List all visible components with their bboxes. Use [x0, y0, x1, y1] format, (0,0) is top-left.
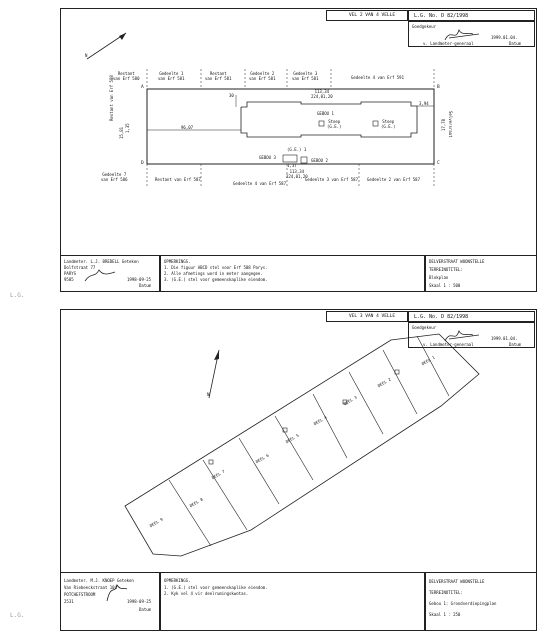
- sheet-floor-plan: [60, 309, 537, 631]
- erf-label-ged4-587: Gedeelte 4 van Erf 587: [233, 181, 286, 186]
- dim-left-2: 1,35: [125, 123, 130, 133]
- section-label: DEEL 3: [342, 394, 358, 407]
- margin-mark-bottom: L.G.: [10, 612, 25, 619]
- surveyor-block: [61, 572, 160, 630]
- plan-type: Gebou 1: Grondverdiepingplan: [429, 601, 497, 606]
- surveyor-name: Landmeter. M.J. KNOEP Geteken: [64, 578, 134, 583]
- title-block: [425, 255, 536, 291]
- margin-mark-top: L.G.: [10, 292, 25, 299]
- label-gebou2: GEBOU 2: [311, 158, 328, 163]
- plan-number: L.G. No. D 82/1998: [414, 314, 469, 320]
- remark-item: 1. (G.E.) stel voor gemeenskaplike eiendom.: [164, 585, 268, 590]
- approval-label: Goedgekeur: [412, 325, 437, 330]
- label-gebou1: GEBOU 1: [317, 111, 334, 116]
- scheme-name: DELVERSTRAAT WOONSTELLE: [429, 259, 485, 264]
- plan-number: L.G. No. D 82/1998: [414, 13, 469, 19]
- section-label: DEEL 5: [284, 432, 300, 445]
- titel-label: TERREINOTITEL:: [429, 590, 463, 595]
- remarks-block: [160, 572, 425, 630]
- sheet-block-plan: [60, 8, 537, 292]
- erf-label-ged3-587: Gedeelte 3 van Erf 587: [305, 177, 358, 182]
- surveyor-address-3: 2531: [64, 599, 74, 604]
- dim-top: 113,34 224,01,20: [311, 89, 333, 99]
- surveyor-address-1: Dolfstraat 77: [64, 265, 96, 270]
- corner-a: A: [141, 85, 144, 90]
- approval-label: Goedgekeur: [412, 24, 437, 29]
- remarks-title: OPMERKINGS.: [164, 578, 191, 583]
- dim-bottom: 113,34 224,01,20: [286, 169, 308, 179]
- section-label: DEEL 4: [312, 414, 328, 427]
- remarks-title: OPMERKINGS.: [164, 259, 191, 264]
- erf-label-ged2-587: Gedeelte 2 van Erf 587: [367, 177, 420, 182]
- approval-signatory: v. Landmeter-generaal: [423, 342, 474, 347]
- section-label: DEEL 6: [254, 452, 270, 465]
- remark-item: 3. (G.E.) stel voor gemeenskaplike eiendom.: [164, 277, 268, 282]
- plan-scale: Skaal 1 : 500: [429, 283, 461, 288]
- erf-label-ged1-581: Gedeelte 1 van Erf 581: [158, 71, 185, 81]
- section-label: DEEL 2: [376, 376, 392, 389]
- surveyor-date: 1998-09-25: [127, 599, 152, 604]
- remark-item: 1. Die figuur ABCD stel voor Erf 588 Parys.: [164, 265, 268, 270]
- approval-date-label: Datum: [509, 41, 522, 46]
- surveyor-address-1: Van Riebeeckstraat 104: [64, 585, 117, 590]
- dim-394: 3,94: [419, 101, 429, 106]
- plan-scale: Skaal 1 : 250: [429, 612, 461, 617]
- surveyor-date-label: Datum: [139, 283, 152, 288]
- section-label: DEEL 7: [210, 468, 226, 481]
- dim-30: 30: [229, 93, 234, 98]
- street-label-right: Selversraat: [448, 111, 453, 138]
- remarks-block: [160, 255, 425, 291]
- approval-date: 1999.01.04.: [491, 336, 518, 341]
- remark-item: 2. Alle afmetings word in meter aangegee.: [164, 271, 263, 276]
- label-stoep1: Stoep (G.E.): [327, 119, 342, 129]
- label-stoep2: Stoep (G.E.): [381, 119, 396, 129]
- surveyor-address-3: 9585: [64, 277, 74, 282]
- erf-label-ged4-591: Gedeelte 4 van Erf 591: [351, 75, 404, 80]
- surveyor-date: 1998-09-25: [127, 277, 152, 282]
- remark-item: 2. Kyk vel 4 vir deelrumingskwotas.: [164, 591, 249, 596]
- corner-b: B: [437, 85, 440, 90]
- erf-label-left-588: Restant van Erf 588: [109, 75, 114, 121]
- section-label: DEEL 1: [420, 354, 436, 367]
- section-label: DEEL 8: [188, 496, 204, 509]
- dim-137: 1,37: [287, 163, 297, 168]
- north-label: N: [207, 392, 210, 397]
- approval-signatory: v. Landmeter-generaal: [423, 41, 474, 46]
- label-ge1: (G.E.) 1: [287, 147, 307, 152]
- dim-left-inner: 96,07: [181, 125, 194, 130]
- label-gebou3: GEBOU 3: [259, 155, 276, 160]
- title-block: [425, 572, 536, 630]
- sheet-number: VEL 3 VAN 4 VELLE: [349, 314, 396, 319]
- plan-type: Blokplan: [429, 275, 449, 280]
- erf-label-ged3-581: Gedeelte 3 van Erf 581: [292, 71, 319, 81]
- titel-label: TERREINOTITEL:: [429, 267, 463, 272]
- erf-label-restant-587: Restant van Erf 587: [155, 177, 201, 182]
- erf-label-ged7-586: Gedeelte 7 van Erf 586: [101, 172, 128, 182]
- erf-label-restant-581: Restant van Erf 581: [205, 71, 232, 81]
- approval-date: 1999.01.04.: [491, 35, 518, 40]
- approval-date-label: Datum: [509, 342, 522, 347]
- dim-left-1: 15,81: [119, 126, 124, 139]
- surveyor-date-label: Datum: [139, 607, 152, 612]
- sheet-number: VEL 2 VAN 4 VELLE: [349, 13, 396, 18]
- erf-label-ged2-581: Gedeelte 2 van Erf 581: [249, 71, 276, 81]
- surveyor-address-2: POTCHEFSTROOM: [64, 592, 96, 597]
- surveyor-name: Landmeter. L.J. BREDELL Geteken: [64, 259, 139, 264]
- section-label: DEEL 9: [148, 516, 164, 529]
- corner-c: C: [437, 161, 440, 166]
- north-label: N: [85, 53, 88, 58]
- surveyor-block: [61, 255, 160, 291]
- erf-label-restant-580: Restant van Erf 580: [113, 71, 140, 81]
- scheme-name: DELVERSTRAAT WOONSTELLE: [429, 579, 485, 584]
- corner-d: D: [141, 161, 144, 166]
- surveyor-address-2: PARYS: [64, 271, 77, 276]
- dim-right: 17,78: [441, 118, 446, 131]
